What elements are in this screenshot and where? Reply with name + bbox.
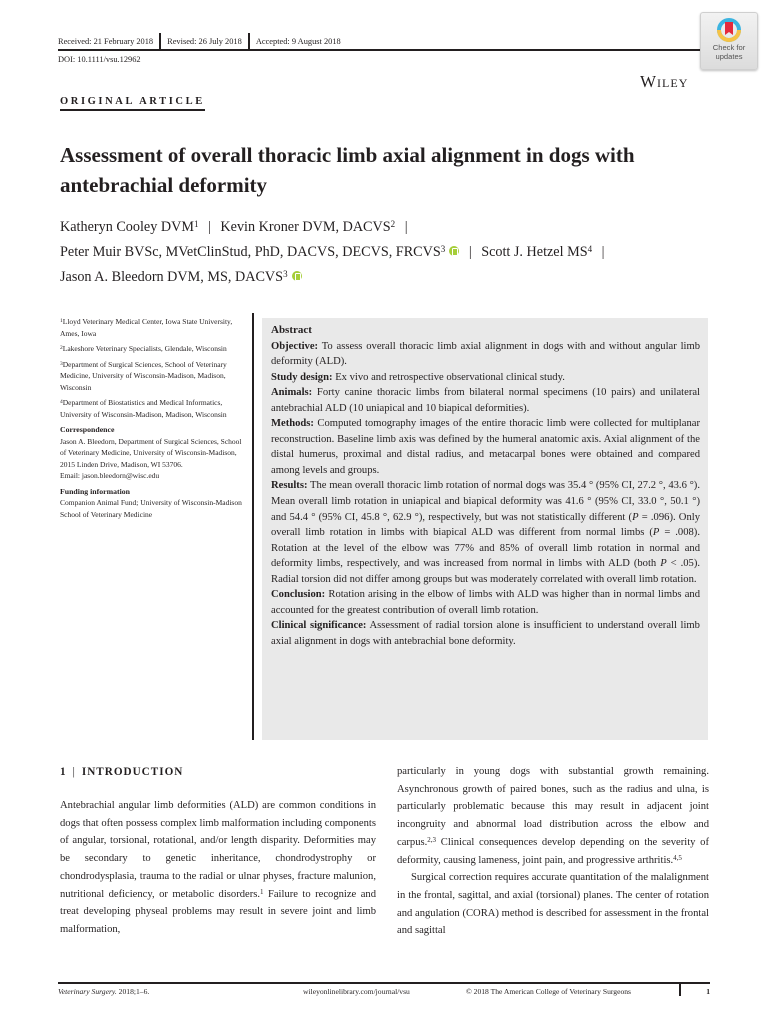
correspondence-heading: Correspondence bbox=[60, 425, 115, 434]
correspondence-address: Jason A. Bleedorn, Department of Surgical Sciences, School of Veterinary Medicine, University of Wisconsin-Madison, 2015 Linden Drive, Madison, WI 53706. bbox=[60, 436, 242, 469]
affiliation-ref: 3 bbox=[440, 244, 446, 254]
orcid-icon[interactable] bbox=[292, 271, 302, 281]
author-list bbox=[60, 215, 720, 290]
paragraph: Antebrachial angular limb deformities (ALD) are common conditions in dogs that often possess complex limb malformation including components of angular, torsional, rotational, and/or length disparity. Deformities may be secondary to genetic inheritance, chondrodystrophy or chondrodysplasia, trauma to the radial or ulnar physes, fracture malunion, nutritional deficiency, or metabolic disorders.$^1$ Failure to recognize and treat developing physeal problems may result in severe joint and limb malformation, bbox=[60, 800, 376, 935]
orcid-icon[interactable] bbox=[449, 246, 459, 256]
affiliation-ref: 1 bbox=[193, 219, 199, 229]
affiliation: $^1$Lloyd Veterinary Medical Center, Iowa State University, Ames, Iowa bbox=[60, 317, 233, 338]
author-name[interactable]: Peter Muir BVSc, MVetClinStud, PhD, DACVS, DECVS, FRCVS bbox=[60, 244, 441, 260]
section-heading-introduction bbox=[60, 766, 183, 778]
footer-rule bbox=[58, 982, 710, 984]
author-separator: | bbox=[468, 244, 472, 260]
author-separator: | bbox=[601, 244, 605, 260]
divider bbox=[679, 982, 681, 996]
author-separator: | bbox=[208, 219, 211, 235]
abstract-clinical-significance: Clinical significance: Assessment of radial torsion alone is insufficient to understand overall limb axial alignment in dogs with antebrachial bone deformity. bbox=[271, 620, 700, 647]
body-column-right bbox=[397, 763, 709, 940]
paragraph: particularly in young dogs with substantial growth remaining. Asynchronous growth of paired bones, such as the radius and ulna, is particularly problematic because this may result in adjacent joint incongruity and abnormal load distribution across the elbow and carpus.$^{2,3}$ Clinical consequences develop depending on the severity of deformity, causing lameness, joint pain, and progressive arthritis.$^{4,5}$ bbox=[397, 766, 709, 866]
section-number: 1 bbox=[60, 766, 67, 778]
author-name[interactable]: Jason A. Bleedorn DVM, MS, DACVS bbox=[60, 269, 284, 285]
funding-text: Companion Animal Fund; University of Wisconsin-Madison School of Veterinary Medicine bbox=[60, 498, 242, 519]
updates-label: updates bbox=[715, 52, 743, 61]
reference-link[interactable]: 4,5 bbox=[673, 853, 682, 862]
publication-dates-bar bbox=[58, 36, 710, 51]
copyright: © 2018 The American College of Veterinary Surgeons bbox=[466, 987, 631, 996]
affiliation: $^4$Department of Biostatistics and Medical Informatics, University of Wisconsin-Madison, Madison, Wisconsin bbox=[60, 398, 227, 419]
abstract-objective: Objective: To assess overall thoracic limb axial alignment in dogs with and without angular limb deformity (ALD). bbox=[271, 340, 700, 368]
journal-url[interactable]: wileyonlinelibrary.com/journal/vsu bbox=[303, 987, 410, 996]
reference-link[interactable]: 1 bbox=[260, 887, 264, 896]
correspondence-email[interactable]: Email: jason.bleedorn@wisc.edu bbox=[60, 471, 160, 480]
affiliations-sidebar bbox=[60, 316, 242, 524]
doi[interactable]: DOI: 10.1111/vsu.12962 bbox=[58, 55, 141, 64]
abstract-animals: Animals: Forty canine thoracic limbs from bilateral normal specimens (10 pairs) and unilateral antebrachial ALD (10 uniapical and 10 biapical deformities). bbox=[271, 387, 700, 414]
crossmark-icon bbox=[716, 17, 742, 43]
funding-heading: Funding information bbox=[60, 486, 130, 496]
body-column-left bbox=[60, 797, 376, 939]
abstract-results: Results: The mean overall thoracic limb rotation of normal dogs was 35.4 ° (95% CI, 27.2 °, 43.6 °). Mean overall limb rotation in uniapical and biapical deformity was 41.6 ° (95% CI, 33.0 °, 50.1 °) and 54.4 ° (95% CI, 45.8 °, 62.9 °), respectively, but was not statistically different (P = .096). Only overall limb rotation in limbs with biapical ALD was different from normal limbs (P = .008). Rotation at the level of the elbow was 77% and 85% of overall limb rotation in normal and deformity limbs, respectively, and was increased from normal in limbs with ALD (both P < .05). Radial torsion did not differ among groups but was moderately correlated with overall limb rotation. bbox=[271, 480, 700, 585]
page-footer bbox=[58, 986, 710, 998]
column-divider bbox=[252, 313, 254, 740]
article-type: ORIGINAL ARTICLE bbox=[60, 96, 205, 111]
affiliation: $^2$Lakeshore Veterinary Specialists, Glendale, Wisconsin bbox=[60, 344, 227, 353]
check-for-label: Check for bbox=[712, 43, 746, 52]
abstract-heading: Abstract bbox=[271, 324, 312, 336]
check-for-updates-button[interactable] bbox=[700, 12, 758, 70]
author-name[interactable]: Kevin Kroner DVM, DACVS bbox=[220, 219, 391, 235]
author-name[interactable]: Scott J. Hetzel MS bbox=[481, 244, 588, 260]
affiliation-ref: 3 bbox=[283, 269, 288, 279]
accepted-date: Accepted: 9 August 2018 bbox=[255, 37, 341, 46]
publisher-logo: Wiley bbox=[640, 72, 689, 91]
abstract-methods: Methods: Computed tomography images of the entire thoracic limb were collected for multiplanar reconstruction. Baseline limb axis was defined by the humeral anatomic axis. Axial alignment of the distal humerus, proximal and distal radius, and metacarpal bones were obtained and compared among levels and groups. bbox=[271, 418, 700, 476]
funding-block bbox=[60, 486, 242, 521]
revised-date: Revised: 26 July 2018 bbox=[167, 37, 242, 46]
affiliation-ref: 2 bbox=[390, 219, 396, 229]
page-number: 1 bbox=[706, 987, 710, 996]
affiliation: $^3$Department of Surgical Sciences, School of Veterinary Medicine, University of Wisconsin-Madison, Madison, Wisconsin bbox=[60, 359, 227, 392]
author-separator: | bbox=[404, 219, 408, 235]
affiliation-ref: 4 bbox=[587, 244, 593, 254]
author-name[interactable]: Katheryn Cooley DVM bbox=[60, 219, 194, 235]
correspondence-block bbox=[60, 424, 242, 482]
received-date: Received: 21 February 2018 bbox=[58, 37, 154, 46]
reference-link[interactable]: 2,3 bbox=[427, 835, 437, 844]
section-separator: | bbox=[72, 766, 76, 778]
paragraph: Surgical correction requires accurate quantitation of the malalignment in the frontal, sagittal, and axial (torsional) planes. The center of rotation and angulation (CORA) method is described for assessment in the frontal and sagittal bbox=[397, 872, 709, 937]
article-title: Assessment of overall thoracic limb axial alignment in dogs with antebrachial deformity bbox=[60, 143, 635, 197]
abstract-study-design: Study design: Ex vivo and retrospective observational clinical study. bbox=[271, 371, 565, 383]
abstract-conclusion: Conclusion: Rotation arising in the elbow of limbs with ALD was higher than in normal limbs and accounted for the greatest contribution of overall limb rotation. bbox=[271, 589, 700, 616]
section-title: INTRODUCTION bbox=[81, 766, 184, 778]
journal-citation: Veterinary Surgery. 2018;1–6. bbox=[58, 987, 150, 996]
abstract-box bbox=[262, 318, 708, 740]
